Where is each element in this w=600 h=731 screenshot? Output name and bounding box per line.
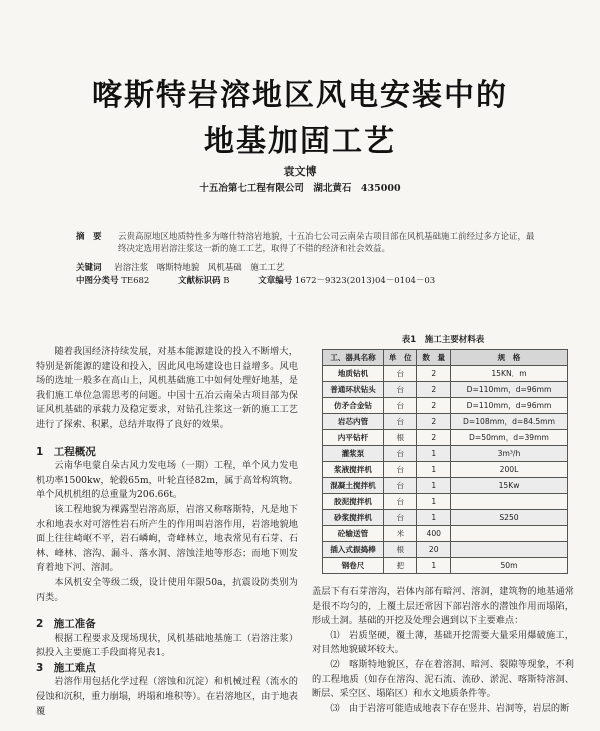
table-cell: 2 <box>417 430 451 446</box>
table-cell: 15KN．m <box>450 366 567 382</box>
section-2-paragraph-1: 根据工程要求及现场现状，风机基础地基施工（岩溶注浆）拟投入主要施工手段面将见表1。 <box>36 632 298 659</box>
table-cell: 1 <box>417 462 451 478</box>
table-caption: 表1 施工主要材料表 <box>401 335 485 345</box>
right-paragraph-3: ⑵ 喀斯特地貌区，存在着溶洞、暗河、裂隙等现象，不利的工程地质（如存在溶沟、泥石流、流砂、淤泥、喀斯特溶洞、断层、采空区、塌陷区）和水文地质条件等。 <box>312 658 574 700</box>
section-1-paragraph-3: 本风机安全等级二级，设计使用年限50a，抗震设防类别为丙类。 <box>36 576 298 603</box>
table-row <box>323 366 568 382</box>
table-cell: D=108mm，d=84.5mm <box>450 414 567 430</box>
table-cell: 台 <box>383 510 417 526</box>
article-value: 1672－9323(2013)04－0104－03 <box>294 276 436 286</box>
table-cell: 钢卷尺 <box>323 558 384 574</box>
section-3-heading: 3 施工难点 <box>36 661 96 674</box>
table-cell: 1 <box>417 558 451 574</box>
table-cell: 混凝土搅拌机 <box>323 478 384 494</box>
table-cell: 200L <box>450 462 567 478</box>
table-cell: 台 <box>383 494 417 510</box>
abstract-label: 摘 要 <box>76 232 102 242</box>
table-cell: 根 <box>383 542 417 558</box>
table-cell: 1 <box>417 494 451 510</box>
author: 袁文博 <box>283 165 317 178</box>
section-1-paragraph-2: 该工程地貌为裸露型岩溶高原，岩溶又称喀斯特，凡是地下水和地表水对可溶性岩石所产生的作用叫岩溶作用，岩溶地貌地面上往往崎岖不平，岩石嶙峋，奇峰林立，地表常见有石芽、石林、峰林、溶沟、漏斗、落水洞、溶蚀洼地等形态；而地下则发育着地下河、溶洞。 <box>36 503 298 574</box>
doc-value: B <box>223 276 230 286</box>
abstract-text: 云贵高原地区地质特性多为喀什特溶岩地貌，十五冶七公司云南朵古项目部在风机基础施工前经过多方论证，最终决定选用岩溶注浆这一新的施工工艺，取得了不错的经济和社会效益。 <box>118 232 535 254</box>
table-header-row <box>323 350 568 366</box>
table-row <box>323 558 568 574</box>
table-row <box>323 414 568 430</box>
keywords-label: 关键词 <box>76 263 102 273</box>
table-cell: 台 <box>383 366 417 382</box>
table-cell: 米 <box>383 526 417 542</box>
table-cell: 岩芯内管 <box>323 414 384 430</box>
table-cell: 把 <box>383 558 417 574</box>
table-cell: 2 <box>417 398 451 414</box>
table-cell: 2 <box>417 366 451 382</box>
keywords-text: 岩溶注浆 喀斯特地貌 风机基础 施工工艺 <box>114 263 285 273</box>
table-cell: 1 <box>417 478 451 494</box>
table-cell: 胶泥搅拌机 <box>323 494 384 510</box>
clc-value: TE682 <box>121 276 150 286</box>
table-cell: 3m³/h <box>450 446 567 462</box>
table-row <box>323 446 568 462</box>
table-header-cell: 规 格 <box>450 350 567 366</box>
table-cell: 砂浆搅拌机 <box>323 510 384 526</box>
abstract <box>76 231 538 255</box>
table-cell: 普通环状钻头 <box>323 382 384 398</box>
section-1-heading: 1 工程概况 <box>36 445 96 458</box>
classification-line <box>76 275 538 287</box>
intro-paragraph: 随着我国经济持续发展，对基本能源建设的投入不断增大，特别是新能源的建设和投入，因此风电场建设也日益增多。风电场的选址一般多在高山上，风机基础施工中如何处理好地基，是我们施工单位急需思考的问题。中国十五冶云南朵古项目部为保证风机基础的承载力及稳定要求，对钻孔注浆这一新的施工工艺进行了探索、积累，总结并取得了良好的效果。 <box>36 346 298 430</box>
right-paragraph-4: ⑶ 由于岩溶可能造成地表下存在竖井、岩洞等，岩层的断 <box>330 702 570 714</box>
table-cell: 地质钻机 <box>323 366 384 382</box>
section-2-heading: 2 施工准备 <box>36 618 96 631</box>
table-cell: 插入式振捣棒 <box>323 542 384 558</box>
section-3-paragraph-1: 岩溶作用包括化学过程（溶蚀和沉淀）和机械过程（流水的侵蚀和沉积，重力崩塌，坍塌和堆积等）。在岩溶地区，由于地表覆 <box>36 676 298 717</box>
table-cell: 台 <box>383 414 417 430</box>
table-cell: 20 <box>417 542 451 558</box>
table-cell: 内平钻杆 <box>323 430 384 446</box>
table-row <box>323 478 568 494</box>
table-cell: 台 <box>383 446 417 462</box>
affiliation: 十五冶第七工程有限公司 湖北黄石 435000 <box>199 183 401 194</box>
table-cell: D=110mm，d=96mm <box>450 382 567 398</box>
table-row <box>323 398 568 414</box>
title-line-1: 喀斯特岩溶地区风电安装中的 <box>92 78 508 113</box>
table-row <box>323 382 568 398</box>
keywords <box>76 262 538 274</box>
table-cell: 台 <box>383 478 417 494</box>
table-cell: 砼输送管 <box>323 526 384 542</box>
table-row <box>323 542 568 558</box>
table-row <box>323 462 568 478</box>
table-cell: 2 <box>417 382 451 398</box>
table-cell: 50m <box>450 558 567 574</box>
table-row <box>323 494 568 510</box>
table-cell: 400 <box>417 526 451 542</box>
table-cell: 15Kw <box>450 478 567 494</box>
table-cell: 1 <box>417 510 451 526</box>
right-paragraph-1: 盖层下有石芽溶沟，岩体内部有暗河、溶洞，建筑物的地基通常是很不均匀的，上覆土层还常因下部岩溶水的潜蚀作用而塌陷，形成土洞。基础的开挖及处理会遇到以下主要难点： <box>312 586 574 627</box>
section-1-paragraph-1: 云南华电蒙自朵古风力发电场（一期）工程，单个风力发电机功率1500kw，轮毂65m，叶轮直径82m，属于高耸构筑物。单个风机机组的总重量为206.66t。 <box>36 460 298 501</box>
materials-table <box>322 349 568 574</box>
table-cell: 台 <box>383 462 417 478</box>
table-cell: 灌浆泵 <box>323 446 384 462</box>
table-cell: S250 <box>450 510 567 526</box>
table-cell <box>450 526 567 542</box>
table-row <box>323 430 568 446</box>
table-cell: 1 <box>417 446 451 462</box>
article-label: 文章编号 <box>258 276 293 286</box>
table-cell: D=110mm，d=96mm <box>450 398 567 414</box>
table-cell: 仿矛合金钻 <box>323 398 384 414</box>
table-header-cell: 单 位 <box>383 350 417 366</box>
clc-label: 中图分类号 <box>76 276 119 286</box>
title-line-2: 地基加固工艺 <box>204 124 396 159</box>
table-row <box>323 526 568 542</box>
table-cell: D=50mm，d=39mm <box>450 430 567 446</box>
table-header-cell: 工、器具名称 <box>323 350 384 366</box>
table-cell: 根 <box>383 430 417 446</box>
table-cell: 台 <box>383 382 417 398</box>
table-cell: 浆液搅拌机 <box>323 462 384 478</box>
table-cell <box>450 542 567 558</box>
left-column <box>36 345 298 719</box>
right-paragraph-2: ⑴ 岩质坚硬，覆土薄，基础开挖需要大量采用爆破施工，对目然地貌破坏较大。 <box>312 629 574 656</box>
doc-label: 文献标识码 <box>178 276 221 286</box>
table-cell: 台 <box>383 398 417 414</box>
table-row <box>323 510 568 526</box>
table-cell: 2 <box>417 414 451 430</box>
right-column <box>312 585 574 716</box>
table-header-cell: 数 量 <box>417 350 451 366</box>
table-cell <box>450 494 567 510</box>
